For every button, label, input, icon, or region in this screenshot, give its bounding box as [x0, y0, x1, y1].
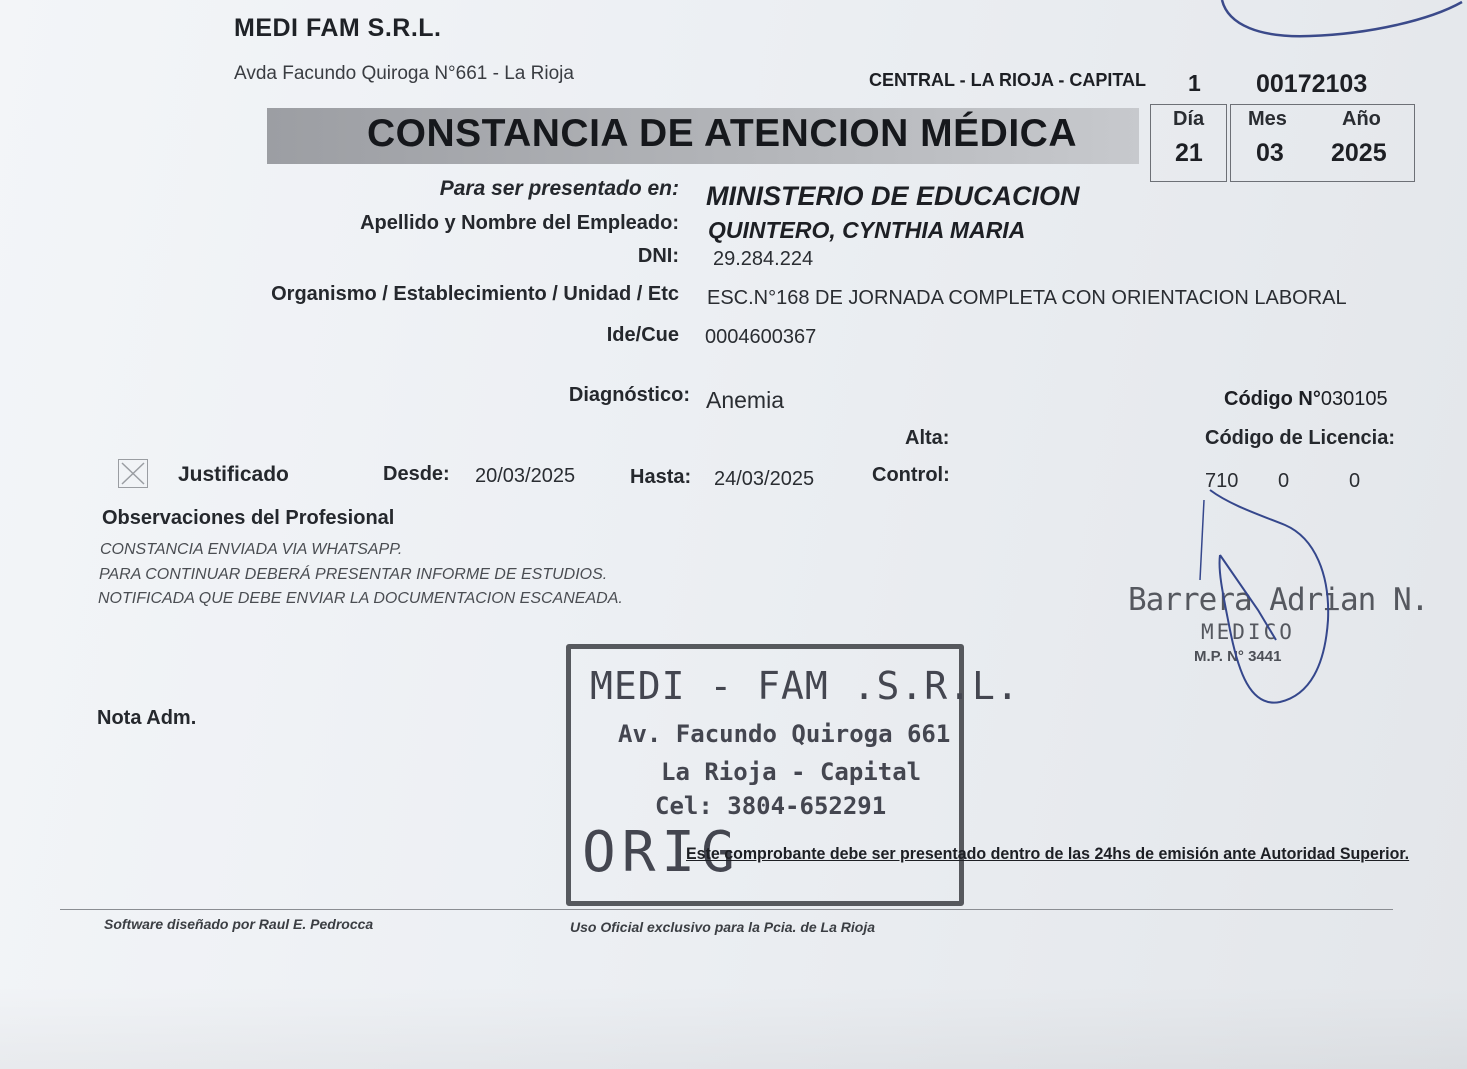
- dni-value: 29.284.224: [713, 248, 814, 270]
- organization-label: Organismo / Establecimiento / Unidad / Etc: [271, 283, 679, 305]
- code-field: [1224, 388, 1388, 411]
- license-code-label: Código de Licencia:: [1205, 427, 1396, 449]
- observation-line: NOTIFICADA QUE DEBE ENVIAR LA DOCUMENTACION ESCANEADA.: [98, 590, 623, 607]
- justified-label: Justificado: [178, 463, 289, 486]
- admin-note-label: Nota Adm.: [97, 707, 197, 729]
- license-code-1: 710: [1205, 470, 1239, 492]
- day-label: Día: [1173, 108, 1205, 130]
- month-label: Mes: [1248, 108, 1287, 130]
- doctor-name: Barrera Adrian N.: [1128, 582, 1429, 618]
- year-value: 2025: [1331, 139, 1387, 167]
- employee-label: Apellido y Nombre del Empleado:: [360, 212, 679, 234]
- employee-name: QUINTERO, CYNTHIA MARIA: [708, 217, 1026, 243]
- stamp-phone: Cel: 3804-652291: [655, 792, 887, 820]
- idecue-label: Ide/Cue: [606, 324, 679, 346]
- code-value: 030105: [1320, 388, 1388, 410]
- company-address: Avda Facundo Quiroga N°661 - La Rioja: [234, 63, 574, 84]
- dni-label: DNI:: [637, 245, 679, 267]
- to-label: Hasta:: [630, 466, 692, 488]
- doctor-role: MEDICO: [1201, 620, 1295, 644]
- observation-line: CONSTANCIA ENVIADA VIA WHATSAPP.: [100, 541, 403, 558]
- stamp-city: La Rioja - Capital: [661, 758, 922, 786]
- check-x-icon: [119, 460, 147, 487]
- page-bottom-shadow: [0, 985, 1467, 1069]
- year-label: Año: [1342, 108, 1381, 130]
- diagnosis-label: Diagnóstico:: [568, 384, 690, 406]
- stamp-company: MEDI - FAM .S.R.L.: [590, 664, 1020, 708]
- validity-notice: Este comprobante debe ser presentado dentro de las 24hs de emisión ante Autoridad Superior.: [686, 844, 1410, 863]
- official-use-note: Uso Oficial exclusivo para la Pcia. de La Rioja: [570, 919, 876, 935]
- control-label: Control:: [872, 464, 950, 486]
- signature-scribble: [1190, 480, 1350, 715]
- license-code-2: 0: [1278, 470, 1290, 492]
- day-value: 21: [1175, 139, 1203, 167]
- doctor-license: M.P. N° 3441: [1194, 648, 1282, 665]
- alta-label: Alta:: [905, 427, 950, 449]
- organization-value: ESC.N°168 DE JORNADA COMPLETA CON ORIENTACION LABORAL: [707, 287, 1347, 309]
- branch-label: CENTRAL - LA RIOJA - CAPITAL: [869, 70, 1146, 90]
- document-title: CONSTANCIA DE ATENCION MÉDICA: [367, 112, 1077, 155]
- license-code-3: 0: [1349, 470, 1361, 492]
- justified-checkbox: [118, 459, 148, 488]
- from-label: Desde:: [383, 463, 450, 485]
- observation-line: PARA CONTINUAR DEBERÁ PRESENTAR INFORME DE ESTUDIOS.: [99, 566, 608, 583]
- software-credit: Software diseñado por Raul E. Pedrocca: [104, 916, 374, 932]
- certificate-number: 00172103: [1256, 70, 1368, 98]
- diagnosis-value: Anemia: [706, 387, 784, 413]
- observations-title: Observaciones del Profesional: [102, 507, 395, 529]
- pen-scribble-top: [1200, 0, 1467, 50]
- from-value: 20/03/2025: [475, 465, 576, 487]
- presented-to-label: Para ser presentado en:: [439, 177, 679, 200]
- to-value: 24/03/2025: [714, 468, 815, 490]
- serial-prefix: 1: [1188, 70, 1201, 96]
- company-name: MEDI FAM S.R.L.: [234, 14, 442, 42]
- presented-to-value: MINISTERIO DE EDUCACION: [706, 181, 1080, 211]
- code-label: Código N°: [1224, 388, 1321, 410]
- idecue-value: 0004600367: [705, 326, 817, 348]
- month-value: 03: [1256, 139, 1284, 167]
- stamp-original: ORIG: [582, 820, 741, 885]
- footer-divider: [60, 909, 1393, 910]
- stamp-address: Av. Facundo Quiroga 661: [618, 720, 951, 748]
